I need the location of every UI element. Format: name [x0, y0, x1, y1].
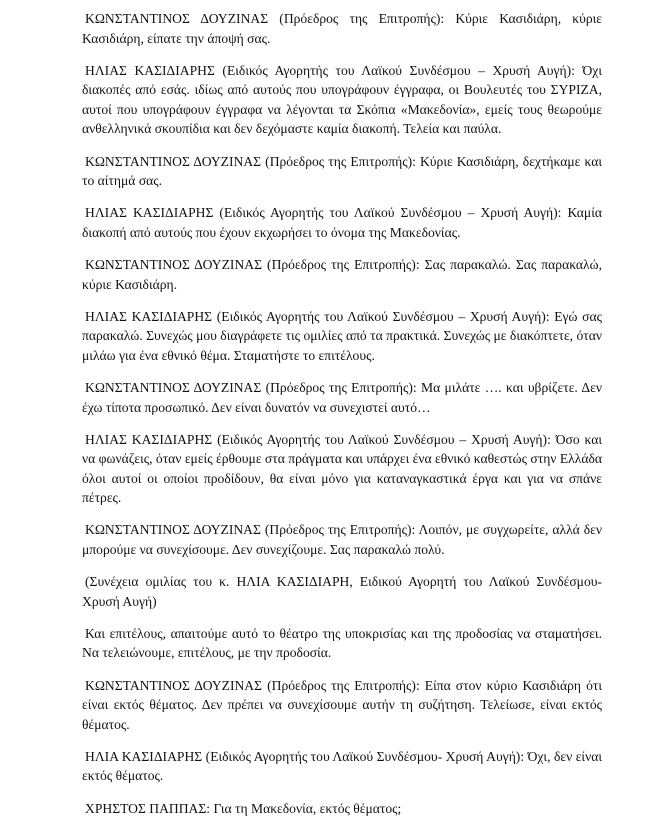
paragraph-kasidiaris-3: ΗΛΙΑΣ ΚΑΣΙΔΙΑΡΗΣ (Ειδικός Αγορητής του Λαϊκού Συνδέσμου – Χρυσή Αυγή): Εγώ σας παρακαλώ. Συνεχώς μου διαγράφετε τις ομιλίες από τα πρακτικά. Συνεχώς με διακόπτετε, όταν μιλάω για ένα εθνικό θέμα. Σταματήστε το επιτέλους. [82, 308, 602, 363]
paragraph-doyzinas-6: ΚΩΝΣΤΑΝΤΙΝΟΣ ΔΟΥΖΙΝΑΣ (Πρόεδρος της Επιτροπής): Είπα στον κύριο Κασιδιάρη ότι είναι εκτός θέματος. Δεν πρέπει να συνεχίσουμε αυτήν τη συζήτηση. Τελείωσε, είναι εκτός θέματος. [82, 677, 602, 732]
paragraph-doyzinas-4: ΚΩΝΣΤΑΝΤΙΝΟΣ ΔΟΥΖΙΝΑΣ (Πρόεδρος της Επιτροπής): Μα μιλάτε …. και υβρίζετε. Δεν έχω τίποτα προσωπικό. Δεν είναι δυνατόν να συνεχιστεί αυτό… [82, 379, 602, 415]
paragraph-doyzinas-1: ΚΩΝΣΤΑΝΤΙΝΟΣ ΔΟΥΖΙΝΑΣ (Πρόεδρος της Επιτροπής): Κύριε Κασιδιάρη, κύριε Κασιδιάρη, είπατε την άποψή σας. [82, 11, 602, 46]
paragraph-doyzinas-3: ΚΩΝΣΤΑΝΤΙΝΟΣ ΔΟΥΖΙΝΑΣ (Πρόεδρος της Επιτροπής): Σας παρακαλώ. Σας παρακαλώ, κύριε Κασιδιάρη. [82, 256, 602, 292]
paragraph-kasidiaris-2: ΗΛΙΑΣ ΚΑΣΙΔΙΑΡΗΣ (Ειδικός Αγορητής του Λαϊκού Συνδέσμου – Χρυσή Αυγή): Καμία διακοπή από αυτούς που έχουν εκχωρήσει το όνομα της Μακεδονίας. [82, 205, 602, 240]
paragraph-continuation-note: (Συνέχεια ομιλίας του κ. ΗΛΙΑ ΚΑΣΙΔΙΑΡΗ, Ειδικού Αγορητή του Λαϊκού Συνδέσμου- Χρυσή Αυγή) [82, 574, 602, 609]
paragraph-kasidiaris-4: ΗΛΙΑΣ ΚΑΣΙΔΙΑΡΗΣ (Ειδικός Αγορητής του Λαϊκού Συνδέσμου – Χρυσή Αυγή): Όσο και να φωνάζεις, όταν εμείς έρθουμε στα πράγματα και υπάρχει ένα εθνικό καθεστώς στην Ελλάδα όλοι αυτοί οι οποίοι προδίδουν, θα είναι μόνο για καταναγκαστικά έργα και για να σπάνε πέτρες. [82, 431, 602, 506]
paragraph-pappas-1: ΧΡΗΣΤΟΣ ΠΑΠΠΑΣ: Για τη Μακεδονία, εκτός θέματος; [85, 800, 402, 816]
paragraph-doyzinas-2: ΚΩΝΣΤΑΝΤΙΝΟΣ ΔΟΥΖΙΝΑΣ (Πρόεδρος της Επιτροπής): Κύριε Κασιδιάρη, δεχτήκαμε και το αίτημά σας. [82, 153, 602, 189]
paragraph-doyzinas-5: ΚΩΝΣΤΑΝΤΙΝΟΣ ΔΟΥΖΙΝΑΣ (Πρόεδρος της Επιτροπής): Λοιπόν, με συγχωρείτε, αλλά δεν μπορούμε να συνεχίσουμε. Δεν συνεχίζουμε. Σας παρακαλώ πολύ. [82, 522, 602, 558]
paragraph-kasidiaris-6: ΗΛΙΑ ΚΑΣΙΔΙΑΡΗΣ (Ειδικός Αγορητής του Λαϊκού Συνδέσμου- Χρυσή Αυγή): Όχι, δεν είναι εκτός θέματος. [82, 748, 602, 784]
paragraph-kasidiaris-5: Και επιτέλους, απαιτούμε αυτό το θέατρο της υποκρισίας και της προδοσίας να σταματήσει. Να τελειώνουμε, επιτέλους, με την προδοσία. [82, 625, 602, 661]
paragraph-kasidiaris-1: ΗΛΙΑΣ ΚΑΣΙΔΙΑΡΗΣ (Ειδικός Αγορητής του Λαϊκού Συνδέσμου – Χρυσή Αυγή): Όχι διακοπές από εσάς. ιδίως από αυτούς που υπογράφουν έγγραφα, οι Βουλευτές του ΣΥΡΙΖΑ, αυτοί που υπογράφουν έγγραφα να λέγονται τα Σκόπια «Μακεδονία», εμείς τους θεωρούμε ανθελληνικά σκουπίδια και δεν δεχόμαστε καμία διακοπή. Τελεία και παύλα. [82, 62, 602, 137]
